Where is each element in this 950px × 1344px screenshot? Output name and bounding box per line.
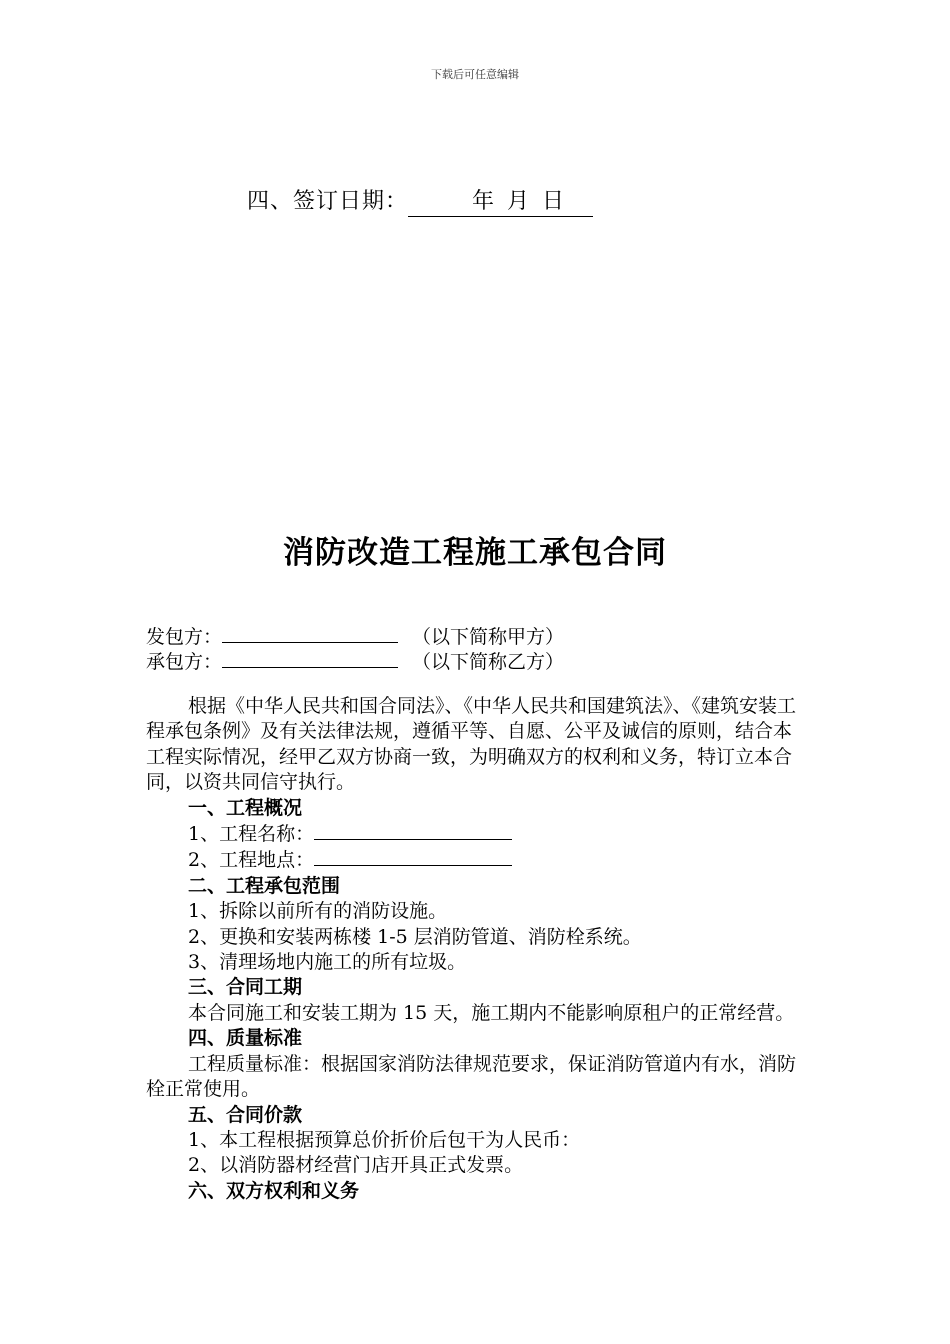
section-1-heading: 一、工程概况	[188, 796, 303, 819]
document-title: 消防改造工程施工承包合同	[283, 535, 667, 571]
section-6-heading: 六、双方权利和义务	[188, 1179, 360, 1202]
contract-body	[146, 694, 810, 1204]
section-4-text: 工程质量标准：根据国家消防法律规范要求，保证消防管道内有水，消防栓正常使用。	[146, 1052, 797, 1101]
section-5-item-1: 1、本工程根据预算总价折价后包干为人民币：	[188, 1128, 581, 1151]
party-b-label: 承包方：	[146, 651, 223, 673]
project-name-blank	[314, 821, 512, 840]
signing-date-label: 四、签订日期：	[247, 189, 409, 214]
section-1-item-2	[146, 847, 810, 873]
section-5-item-2: 2、以消防器材经营门店开具正式发票。	[188, 1154, 524, 1177]
day-label: 日	[542, 189, 566, 214]
section-3-heading: 三、合同工期	[188, 976, 303, 999]
party-b-blank	[222, 649, 398, 668]
section-4-heading: 四、质量标准	[188, 1027, 303, 1050]
party-a-label: 发包方：	[146, 626, 223, 648]
month-label: 月	[507, 189, 531, 214]
preamble-paragraph: 根据《中华人民共和国合同法》、《中华人民共和国建筑法》、《建筑安装工程承包条例》及有关法律法规，遵循平等、自愿、公平及诚信的原则，结合本工程实际情况，经甲乙双方协商一致，为明确双方的权利和义务，特订立本合同，以资共同信守执行。	[146, 695, 797, 794]
party-b-line	[146, 647, 564, 674]
header-note: 下载后可任意编辑	[431, 68, 519, 81]
signing-date-line	[247, 184, 593, 217]
section-5-heading: 五、合同价款	[188, 1103, 303, 1126]
party-a-blank	[222, 624, 398, 643]
party-a-note: （以下简称甲方）	[412, 626, 565, 648]
section-2-item-2: 2、更换和安装两栋楼 1-5 层消防管道、消防栓系统。	[188, 925, 642, 948]
section-1-item-1	[146, 821, 810, 847]
section-3-text: 本合同施工和安装工期为 15 天，施工期内不能影响原租户的正常经营。	[188, 1001, 795, 1024]
project-name-label: 1、工程名称：	[188, 823, 315, 846]
section-2-heading: 二、工程承包范围	[188, 874, 341, 897]
section-2-item-1: 1、拆除以前所有的消防设施。	[188, 900, 448, 923]
signing-date-field	[408, 188, 593, 217]
party-b-note: （以下简称乙方）	[412, 651, 565, 673]
project-location-blank	[314, 847, 512, 866]
year-label: 年	[472, 189, 496, 214]
party-a-line	[146, 622, 564, 649]
project-location-label: 2、工程地点：	[188, 849, 315, 872]
section-2-item-3: 3、清理场地内施工的所有垃圾。	[188, 951, 467, 974]
